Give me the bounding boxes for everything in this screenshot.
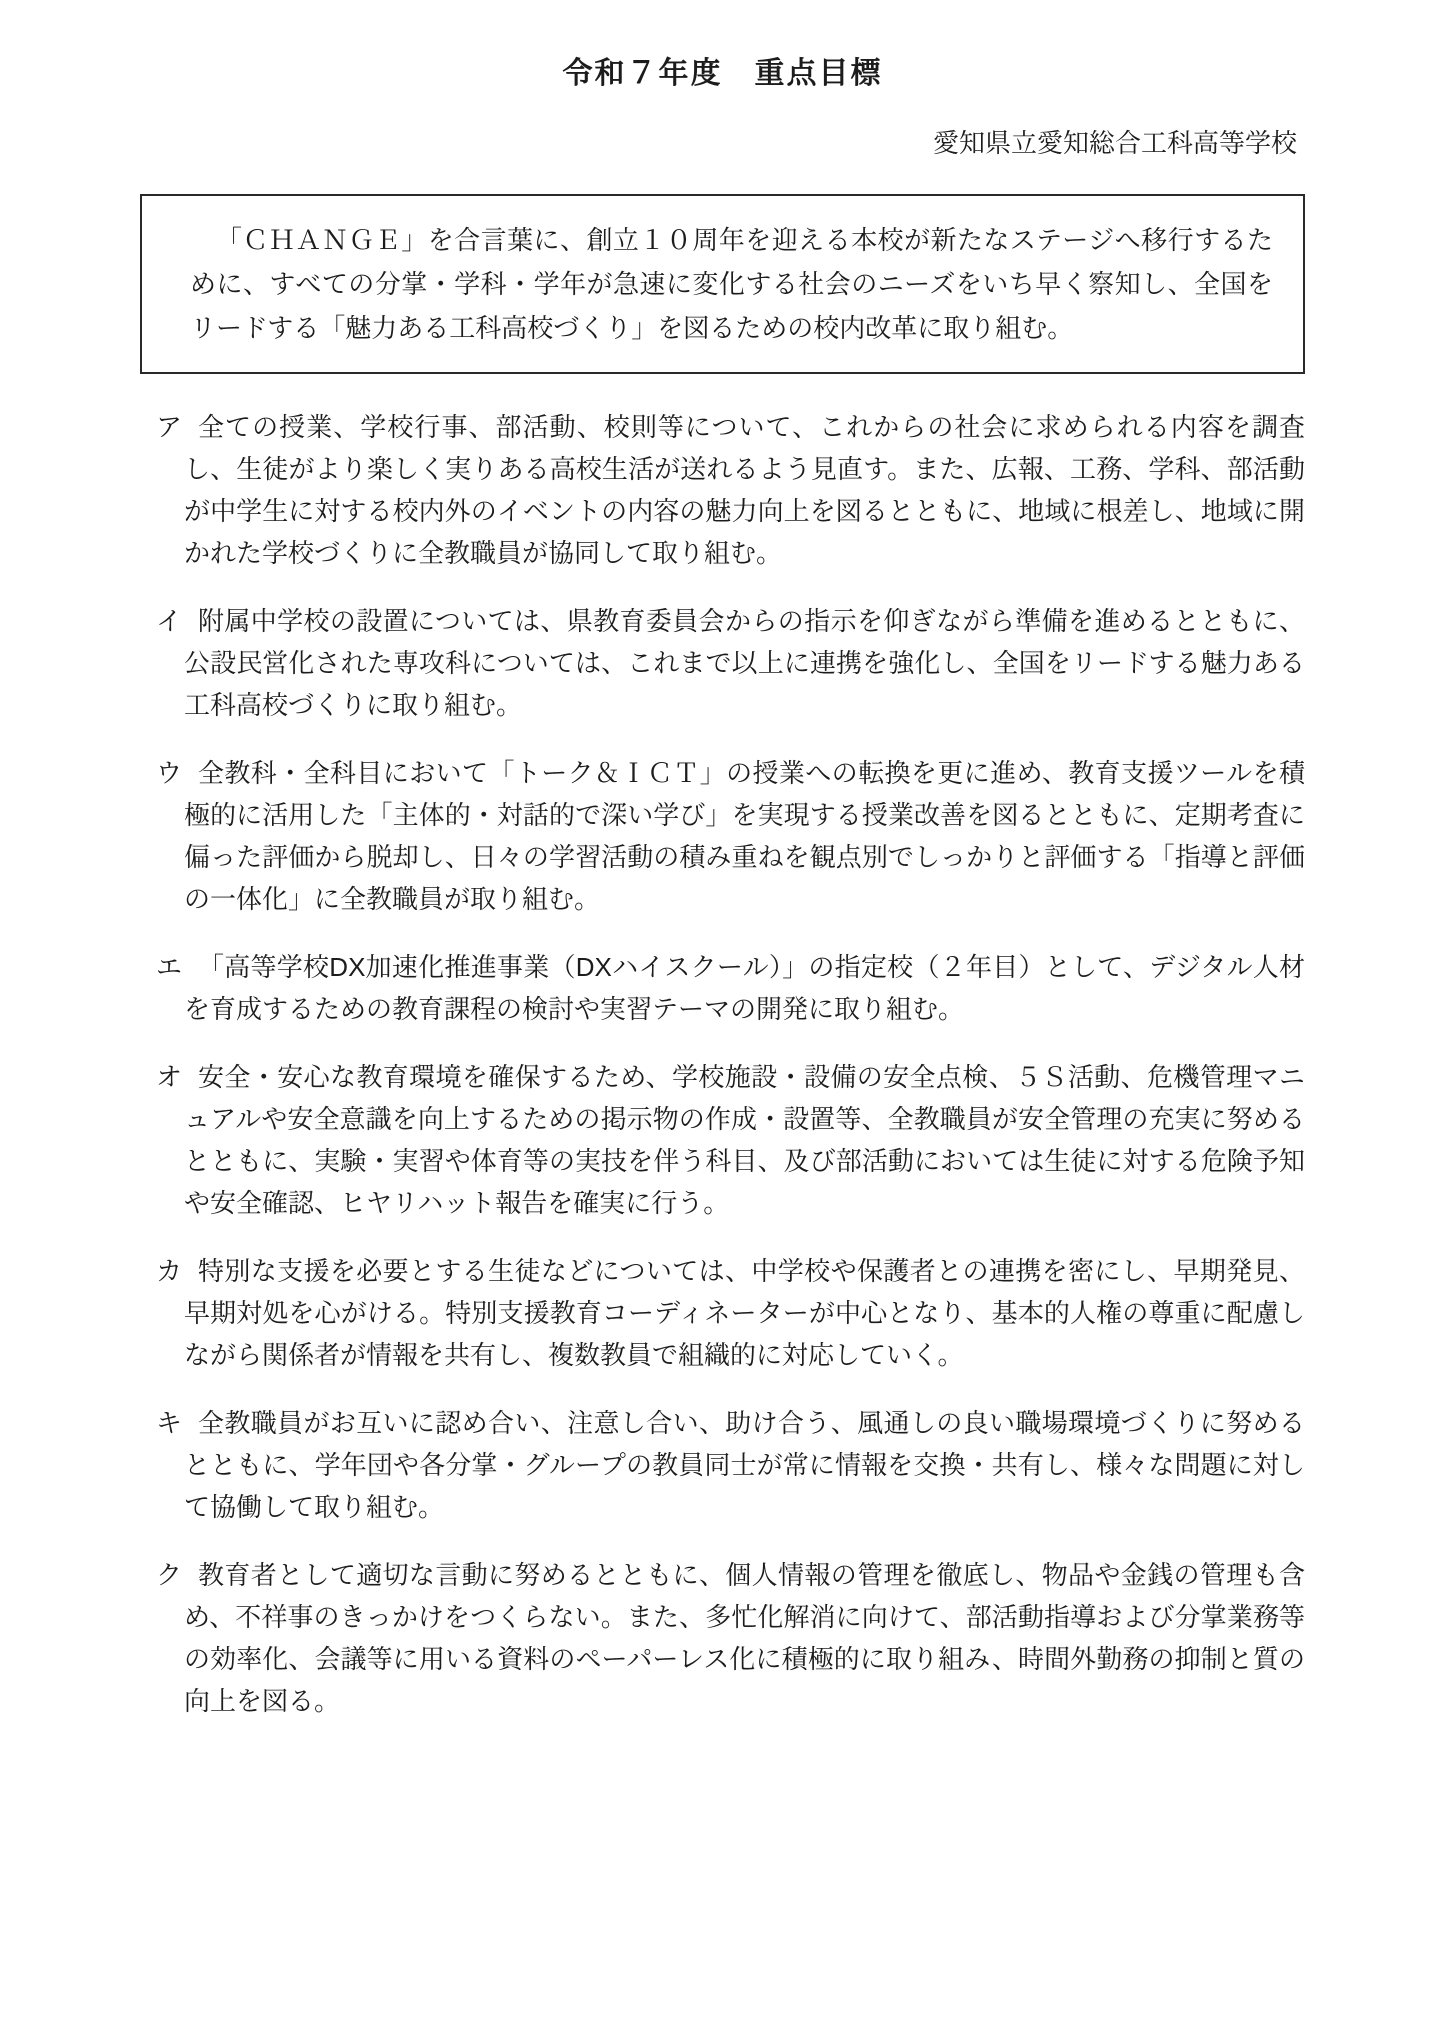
goal-item-text: 附属中学校の設置については、県教育委員会からの指示を仰ぎながら準備を進めるとともに、公設民営化された専攻科については、これまで以上に連携を強化し、全国をリードする魅力ある工科高校づくりに取り組む。 (184, 606, 1305, 720)
goal-item-text: 全教科・全科目において「トーク＆ＩＣＴ」の授業への転換を更に進め、教育支援ツールを積極的に活用した「主体的・対話的で深い学び」を実現する授業改善を図るとともに、定期考査に偏った評価から脱却し、日々の学習活動の積み重ねを観点別でしっかりと評価する「指導と評価の一体化」に全教職員が取り組む。 (184, 758, 1305, 914)
goal-item (140, 752, 1305, 920)
goal-item-text: 全教職員がお互いに認め合い、注意し合い、助け合う、風通しの良い職場環境づくりに努めるとともに、学年団や各分掌・グループの教員同士が常に情報を交換・共有し、様々な問題に対して協働して取り組む。 (184, 1408, 1305, 1522)
goal-item-marker: エ (156, 952, 183, 982)
goal-item-marker: ア (156, 412, 183, 442)
goal-item-text: 「高等学校DX加速化推進事業（DXハイスクール）」の指定校（２年目）として、デジタル人材を育成するための教育課程の検討や実習テーマの開発に取り組む。 (184, 952, 1305, 1024)
goal-item (140, 1250, 1305, 1376)
summary-box (140, 194, 1305, 374)
goal-item-marker: キ (156, 1408, 183, 1438)
page-title: 令和７年度 重点目標 (562, 57, 883, 90)
goal-item (140, 1402, 1305, 1528)
goal-list (140, 406, 1305, 1722)
summary-text: 「ＣＨＡＮＧＥ」を合言葉に、創立１０周年を迎える本校が新たなステージへ移行するために、すべての分掌・学科・学年が急速に変化する社会のニーズをいち早く察知し、全国をリードする「魅力ある工科高校づくり」を図るための校内改革に取り組む。 (190, 225, 1273, 343)
goal-item-marker: カ (156, 1256, 183, 1286)
school-name: 愛知県立愛知総合工科高等学校 (932, 128, 1297, 158)
goal-item (140, 600, 1305, 726)
goal-item-marker: ウ (156, 758, 183, 788)
goal-item-marker: オ (156, 1062, 183, 1092)
goal-item-marker: イ (156, 606, 183, 636)
goal-item-marker: ク (156, 1560, 183, 1590)
goal-item-text: 安全・安心な教育環境を確保するため、学校施設・設備の安全点検、５Ｓ活動、危機管理マニュアルや安全意識を向上するための掲示物の作成・設置等、全教職員が安全管理の充実に努めるとともに、実験・実習や体育等の実技を伴う科目、及び部活動においては生徒に対する危険予知や安全確認、ヒヤリハット報告を確実に行う。 (184, 1062, 1305, 1218)
goal-item-text: 全ての授業、学校行事、部活動、校則等について、これからの社会に求められる内容を調査し、生徒がより楽しく実りある高校生活が送れるよう見直す。また、広報、工務、学科、部活動が中学生に対する校内外のイベントの内容の魅力向上を図るとともに、地域に根差し、地域に開かれた学校づくりに全教職員が協同して取り組む。 (184, 412, 1305, 568)
goal-item (140, 406, 1305, 574)
goal-item-text: 教育者として適切な言動に努めるとともに、個人情報の管理を徹底し、物品や金銭の管理も含め、不祥事のきっかけをつくらない。また、多忙化解消に向けて、部活動指導および分掌業務等の効率化、会議等に用いる資料のペーパーレス化に積極的に取り組み、時間外勤務の抑制と質の向上を図る。 (184, 1560, 1305, 1716)
goal-item-text: 特別な支援を必要とする生徒などについては、中学校や保護者との連携を密にし、早期発見、早期対処を心がける。特別支援教育コーディネーターが中心となり、基本的人権の尊重に配慮しながら関係者が情報を共有し、複数教員で組織的に対応していく。 (184, 1256, 1305, 1370)
goal-item (140, 1554, 1305, 1722)
goal-item (140, 1056, 1305, 1224)
goal-item (140, 946, 1305, 1030)
